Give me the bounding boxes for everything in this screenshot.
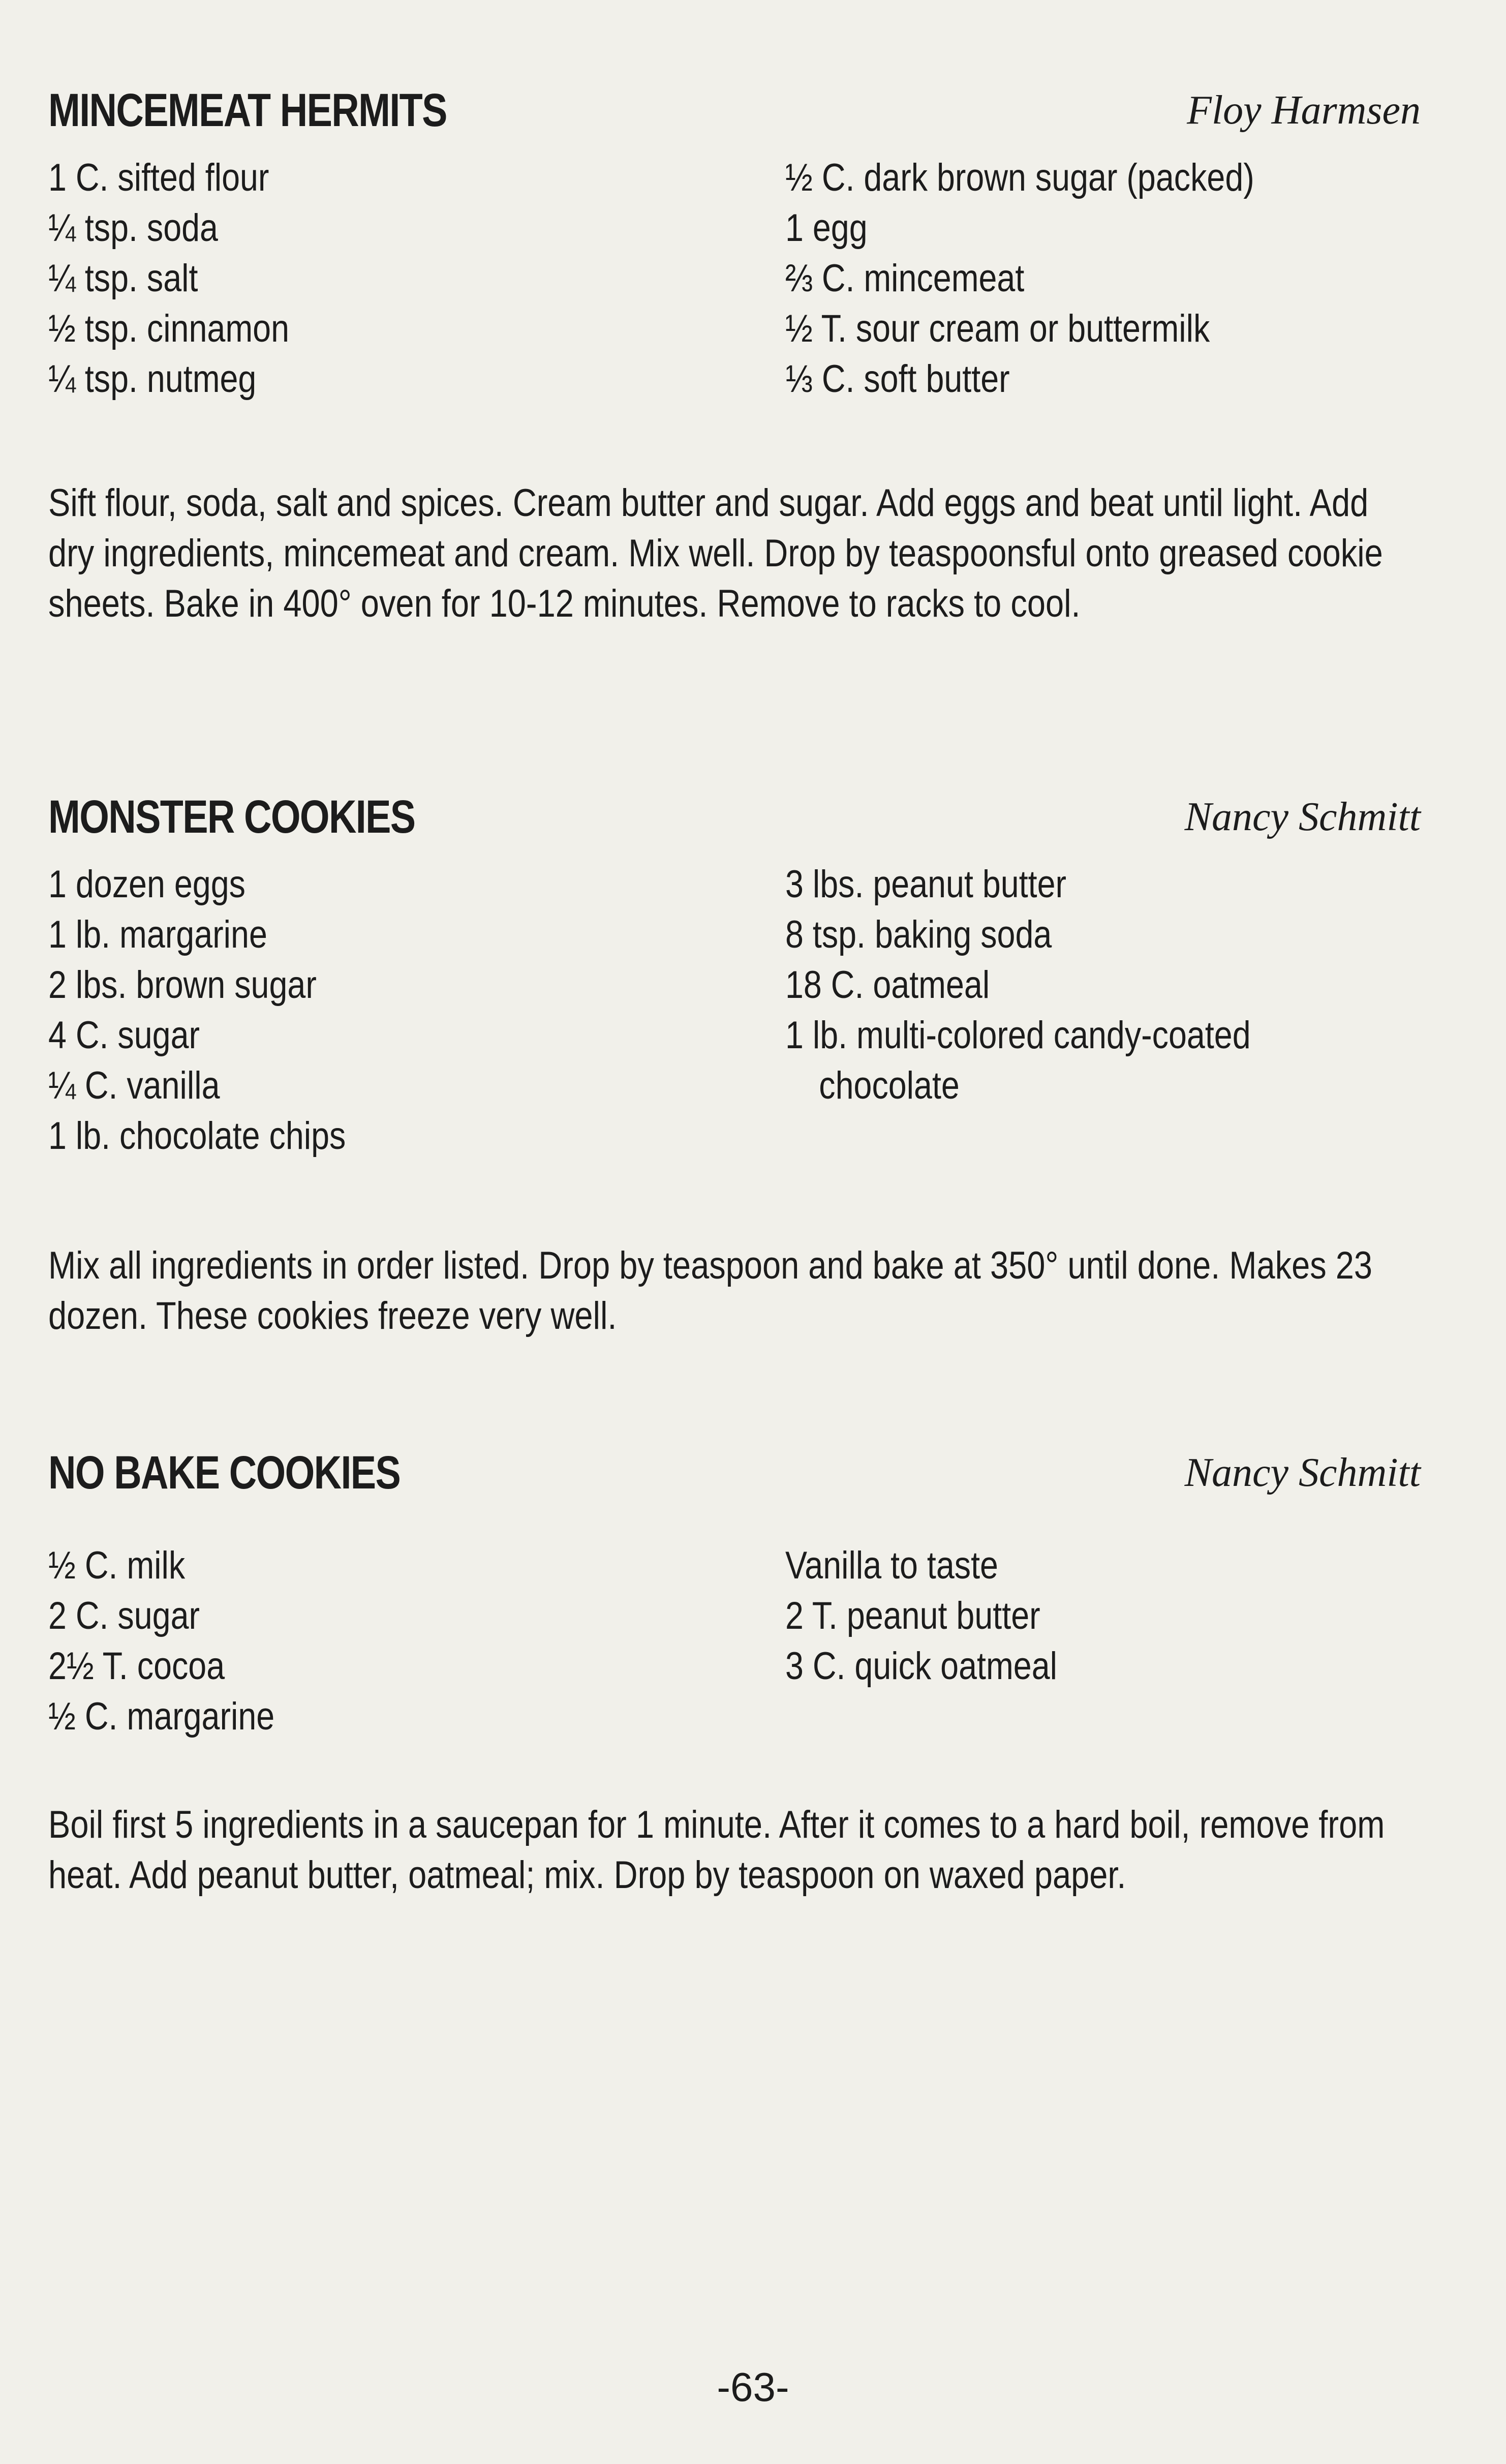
ingredient-column-left [48,153,719,404]
ingredient: ½ C. dark brown sugar (packed) [785,156,1254,199]
ingredient: 3 lbs. peanut butter [785,863,1067,906]
ingredient: 4 C. sugar [48,1014,200,1057]
ingredient-list [48,859,1421,1164]
ingredient: ¼ tsp. nutmeg [48,357,257,401]
ingredient: Vanilla to taste [785,1544,998,1587]
ingredient: 18 C. oatmeal [785,963,990,1007]
ingredient-column-left [48,1540,719,1742]
ingredient: 3 C. quick oatmeal [785,1645,1058,1688]
ingredient-column-left [48,859,719,1161]
recipe-header [48,783,1421,859]
ingredient: 2 lbs. brown sugar [48,963,317,1007]
ingredient: ⅓ C. soft butter [785,357,1010,401]
ingredient-column-right [785,1540,1456,1691]
ingredient: 1 lb. margarine [48,913,267,956]
ingredient: ⅔ C. mincemeat [785,257,1025,300]
ingredient: ½ T. sour cream or buttermilk [785,307,1210,350]
recipe-mincemeat-hermits [48,76,1421,625]
page-number: -63- [717,2364,789,2410]
recipe-author: Nancy Schmitt [1184,795,1421,839]
recipe-author: Floy Harmsen [1187,88,1421,133]
ingredient: ½ tsp. cinnamon [48,307,290,350]
recipe-header [48,1439,1421,1515]
ingredient-column-right [785,153,1456,404]
ingredient: 1 C. sifted flour [48,156,269,199]
recipe-instructions: Sift flour, soda, salt and spices. Cream butter and sugar. Add eggs and beat until light. Add dry ingredients, mincemeat and cream. Mix well. Drop by teaspoonsful onto greased cookie sheets. Bake in 400° oven for 10-12 minutes. Remove to racks to cool. [48,481,1383,625]
recipe-monster-cookies [48,783,1421,1337]
recipe-author: Nancy Schmitt [1184,1450,1421,1495]
ingredient: ¼ tsp. salt [48,257,198,300]
ingredient: 1 dozen eggs [48,863,245,906]
ingredient: 2½ T. cocoa [48,1645,225,1688]
recipe-title: MINCEMEAT HERMITS [48,84,447,136]
ingredient: ½ C. milk [48,1544,186,1587]
ingredient: ¼ C. vanilla [48,1064,220,1107]
ingredient: 2 C. sugar [48,1594,200,1637]
recipe-instructions: Boil first 5 ingredients in a saucepan for 1 minute. After it comes to a hard boil, remove from heat. Add peanut butter, oatmeal; mix. Drop by teaspoon on waxed paper. [48,1803,1385,1897]
recipe-title: NO BAKE COOKIES [48,1447,401,1499]
recipe-header [48,76,1421,153]
ingredient: 2 T. peanut butter [785,1594,1040,1637]
ingredient-list [48,1540,1421,1744]
ingredient: ¼ tsp. soda [48,206,218,250]
ingredient: 1 lb. chocolate chips [48,1114,346,1158]
ingredient-list [48,153,1421,404]
recipe-title: MONSTER COOKIES [48,791,415,843]
recipe-no-bake-cookies [48,1439,1421,1897]
recipe-instructions: Mix all ingredients in order listed. Drop by teaspoon and bake at 350° until done. Makes 23 dozen. These cookies freeze very well. [48,1244,1373,1337]
ingredient: ½ C. margarine [48,1695,275,1738]
ingredient: 1 egg [785,206,868,250]
ingredient: 1 lb. multi-colored candy-coated [785,1014,1251,1057]
ingredient-column-right [785,859,1456,1111]
ingredient-continued: chocolate [819,1064,960,1107]
ingredient: 8 tsp. baking soda [785,913,1052,956]
